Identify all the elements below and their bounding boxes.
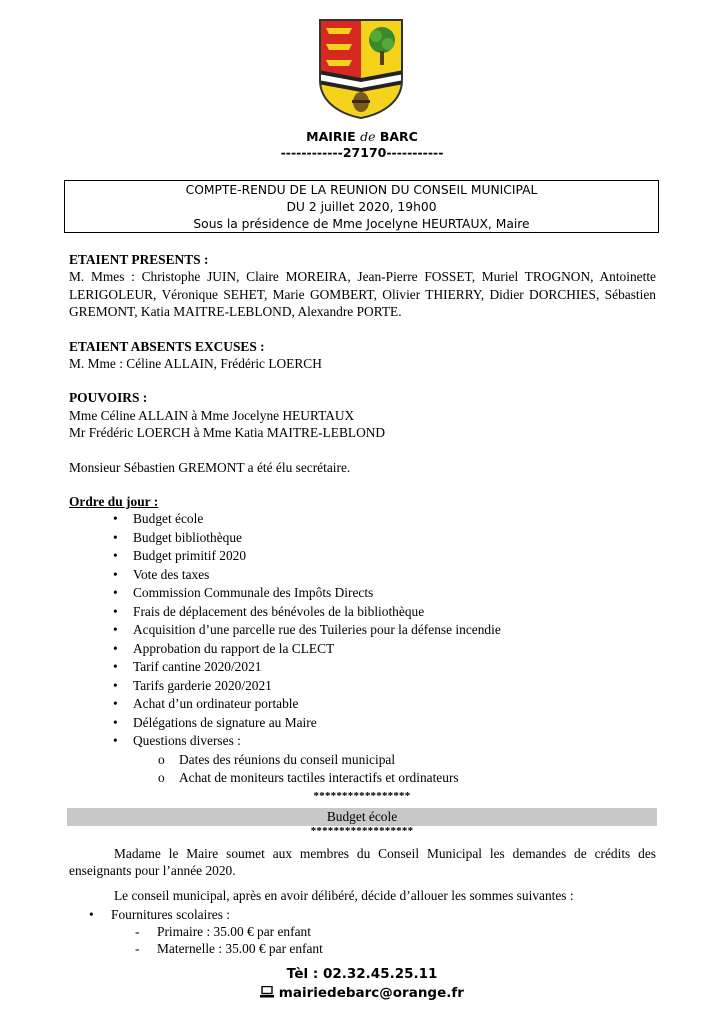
separator-bottom: ****************** xyxy=(310,825,414,837)
questions-sublist xyxy=(69,751,656,788)
list-item: o Achat de moniteurs tactiles interactifs et ordinateurs xyxy=(69,769,656,788)
bullet-icon: • xyxy=(113,622,118,638)
footer-phone: Tèl : 02.32.45.25.11 xyxy=(286,966,438,982)
list-item: • Commission Communale des Impôts Directs xyxy=(69,584,656,603)
list-item: • Budget primitif 2020 xyxy=(69,547,656,566)
bullet-icon: • xyxy=(113,696,118,712)
list-item: • Questions diverses : xyxy=(69,732,656,751)
separator-top: ***************** xyxy=(313,790,411,802)
absents-heading: ETAIENT ABSENTS EXCUSES : xyxy=(69,338,265,354)
bullet-icon: • xyxy=(89,907,94,922)
dash-icon: - xyxy=(135,941,140,956)
bullet-icon: • xyxy=(113,585,118,601)
mairie-name: MAIRIE de BARC xyxy=(306,129,418,144)
secretaire-line: Monsieur Sébastien GREMONT a été élu secrétaire. xyxy=(69,459,351,475)
bullet-icon: • xyxy=(113,659,118,675)
footer-email: mairiedebarc@orange.fr xyxy=(0,985,724,1001)
bullet-icon: • xyxy=(113,603,118,619)
pouvoir-line-2: Mr Frédéric LOERCH à Mme Katia MAITRE-LEBLOND xyxy=(69,425,386,441)
list-item: • Budget école xyxy=(69,510,656,529)
ordre-heading: Ordre du jour : xyxy=(69,494,159,510)
title-box xyxy=(64,180,659,233)
list-item: • Frais de déplacement des bénévoles de la bibliothèque xyxy=(69,603,656,622)
pouvoirs-heading: POUVOIRS : xyxy=(69,390,148,406)
bullet-icon: • xyxy=(113,677,118,693)
title-line-1: COMPTE-RENDU DE LA REUNION DU CONSEIL MUNICIPAL xyxy=(185,183,538,197)
list-item: • Tarifs garderie 2020/2021 xyxy=(69,677,656,696)
budget-para-1: Madame le Maire soumet aux membres du Conseil Municipal les demandes de crédits des enseignants pour l’année 2020. xyxy=(69,846,656,879)
pouvoir-line-1: Mme Céline ALLAIN à Mme Jocelyne HEURTAUX xyxy=(69,407,355,423)
section-title-band: Budget école xyxy=(67,808,657,826)
document-body xyxy=(69,251,656,788)
list-item: • Délégations de signature au Maire xyxy=(69,714,656,733)
title-line-3: Sous la présidence de Mme Jocelyne HEURTAUX, Maire xyxy=(193,217,530,231)
postal-code: ------------27170----------- xyxy=(280,145,444,160)
bullet-icon: • xyxy=(113,733,118,749)
bullet-icon: • xyxy=(113,566,118,582)
bullet-icon: • xyxy=(113,548,118,564)
list-item: • Acquisition d’une parcelle rue des Tuileries pour la défense incendie xyxy=(69,621,656,640)
bullet-icon: • xyxy=(113,529,118,545)
agenda-list xyxy=(69,510,656,751)
circle-bullet-icon: o xyxy=(158,770,165,786)
bullet-icon: • xyxy=(113,640,118,656)
absents-list: M. Mme : Céline ALLAIN, Frédéric LOERCH xyxy=(69,356,322,372)
budget-para-2: Le conseil municipal, après en avoir délibéré, décide d’allouer les sommes suivantes : xyxy=(114,888,574,903)
list-item: • Approbation du rapport de la CLECT xyxy=(69,640,656,659)
coat-of-arms xyxy=(318,18,404,120)
list-item: • Vote des taxes xyxy=(69,566,656,585)
list-item: • Budget bibliothèque xyxy=(69,529,656,548)
list-item: o Dates des réunions du conseil municipal xyxy=(69,751,656,770)
list-item: • Achat d’un ordinateur portable xyxy=(69,695,656,714)
computer-icon xyxy=(260,986,274,998)
bullet-icon: • xyxy=(113,714,118,730)
presents-list: M. Mmes : Christophe JUIN, Claire MOREIRA, Jean-Pierre FOSSET, Muriel TROGNON, Antoinette LERIGOLEUR, Véronique SEHET, Marie GOMBERT, Olivier THIERRY, Didier DORCHIES, Sébastien GREMONT, Katia MAITRE-LEBLOND, Alexandre PORTE. xyxy=(69,269,656,320)
title-line-2: DU 2 juillet 2020, 19h00 xyxy=(286,200,437,214)
bullet-icon: • xyxy=(113,511,118,527)
presents-heading: ETAIENT PRESENTS : xyxy=(69,252,209,267)
circle-bullet-icon: o xyxy=(158,751,165,767)
list-item: • Tarif cantine 2020/2021 xyxy=(69,658,656,677)
dash-icon: - xyxy=(135,924,140,939)
